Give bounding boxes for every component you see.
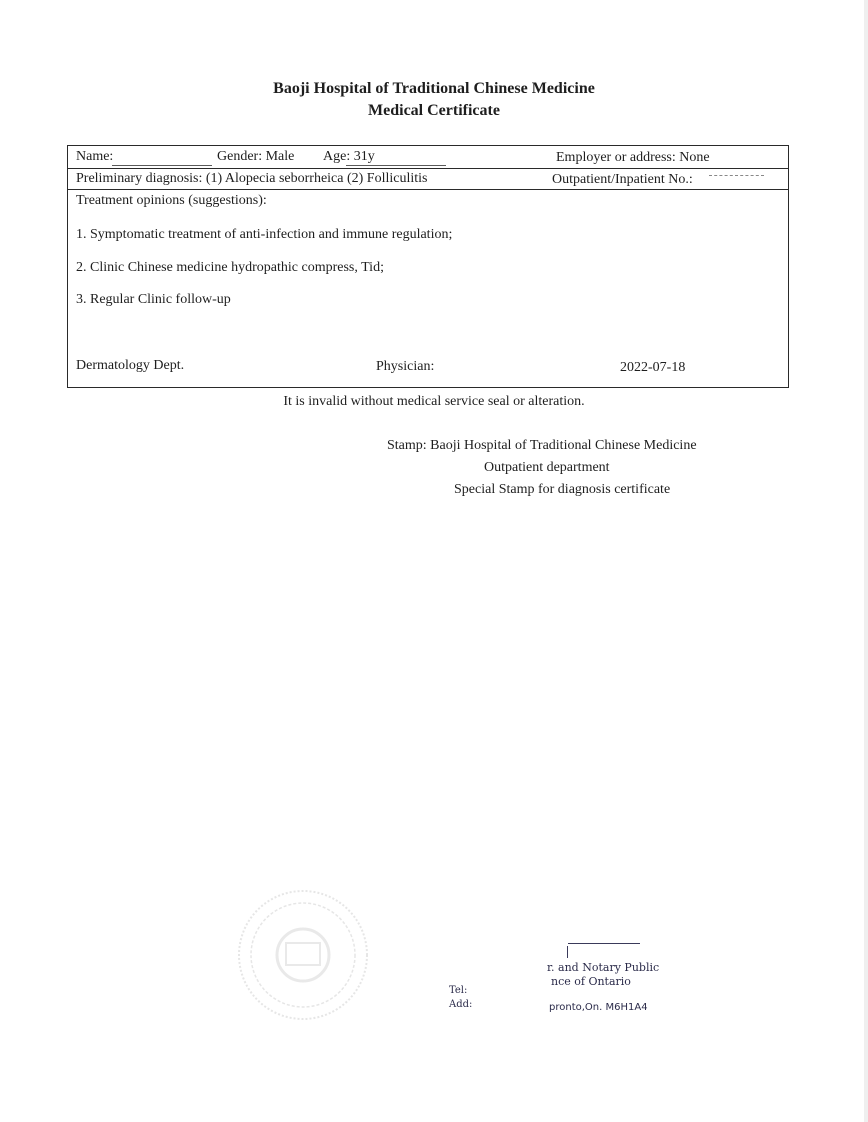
employer-value: Employer or address: None — [556, 150, 710, 165]
notary-add-label: Add: — [449, 999, 473, 1010]
invalid-notice: It is invalid without medical service seal or alteration. — [283, 394, 585, 409]
hospital-name: Baoji Hospital of Traditional Chinese Medicine — [273, 80, 595, 97]
notary-stamp — [440, 930, 670, 1025]
row-divider-2 — [68, 189, 788, 190]
stamp-line-3: Special Stamp for diagnosis certificate — [454, 482, 671, 497]
notary-title: r. and Notary Public — [547, 961, 660, 974]
name-underline — [112, 165, 212, 166]
notary-tel-label: Tel: — [449, 985, 468, 996]
treatment-item: 3. Regular Clinic follow-up — [76, 292, 231, 307]
notary-address: pronto,On. M6H1A4 — [549, 1002, 648, 1013]
notary-mark — [567, 946, 568, 958]
certificate-date: 2022-07-18 — [620, 360, 686, 375]
treatment-item: 2. Clinic Chinese medicine hydropathic compress, Tid; — [76, 260, 384, 275]
row-divider-1 — [68, 168, 788, 169]
preliminary-diagnosis: Preliminary diagnosis: (1) Alopecia seborrheica (2) Folliculitis — [76, 171, 428, 186]
certificate-table — [67, 145, 789, 388]
stamp-line-2: Outpatient department — [484, 460, 610, 475]
physician-label: Physician: — [376, 359, 435, 374]
department: Dermatology Dept. — [76, 358, 185, 373]
name-label: Name: — [76, 149, 114, 164]
age-value: Age: 31y — [323, 149, 375, 164]
embossed-seal-icon — [218, 885, 388, 1025]
redacted-number — [709, 175, 764, 177]
gender-value: Gender: Male — [217, 149, 295, 164]
notary-province: nce of Ontario — [551, 975, 631, 988]
notary-signature-line — [568, 943, 640, 944]
age-underline — [346, 165, 446, 166]
outpatient-label: Outpatient/Inpatient No.: — [552, 172, 693, 187]
document-title: Medical Certificate — [368, 102, 500, 119]
stamp-line-1: Stamp: Baoji Hospital of Traditional Chinese Medicine — [387, 438, 697, 453]
scan-edge — [864, 0, 868, 1122]
treatment-heading: Treatment opinions (suggestions): — [76, 193, 267, 208]
treatment-item: 1. Symptomatic treatment of anti-infection and immune regulation; — [76, 227, 453, 242]
